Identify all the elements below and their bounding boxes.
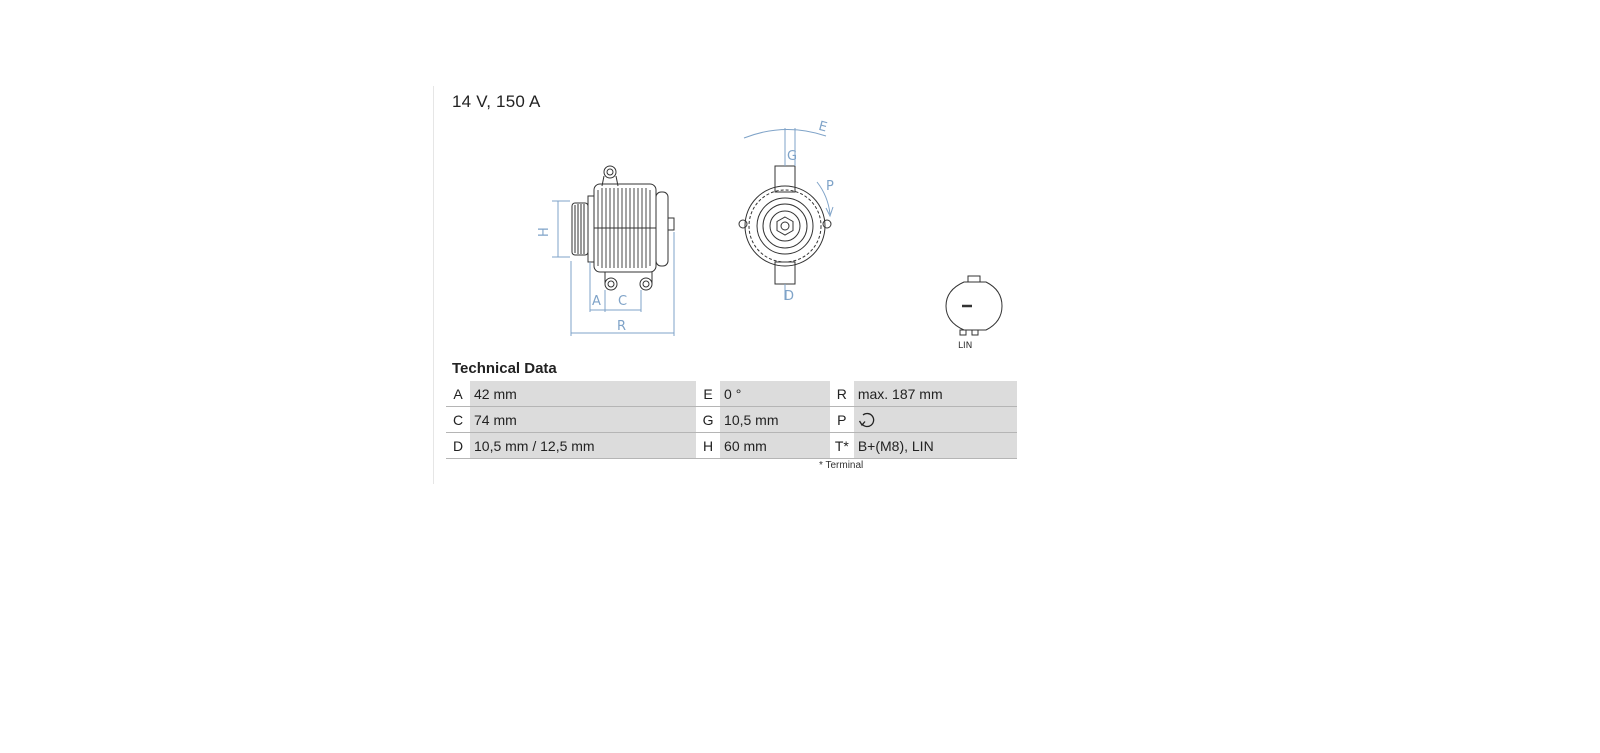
dimension-label-c: C [618,294,628,309]
spec-key: G [696,407,720,433]
spec-value: 0 ° [720,381,830,407]
alternator-front-view [739,166,831,284]
spec-value-rotation [854,407,1017,433]
table-row [446,407,1017,433]
spec-value: max. 187 mm [854,381,1017,407]
dimension-label-h: H [537,227,552,237]
spec-value: 10,5 mm [720,407,830,433]
spec-key: H [696,433,720,459]
spec-key: E [696,381,720,407]
dimension-label-a: A [592,294,601,309]
lin-connector-label: LIN [958,341,973,351]
rotation-arrow-icon [858,411,876,429]
product-spec-sheet [433,86,1026,484]
spec-title: 14 V, 150 A [452,92,541,111]
dimension-label-d: D [784,289,795,304]
dimension-label-g: G [787,149,798,164]
table-row [446,381,1017,407]
spec-value: 74 mm [470,407,696,433]
alternator-technical-drawing [434,86,1026,356]
spec-key: C [446,407,470,433]
spec-value: 10,5 mm / 12,5 mm [470,433,696,459]
technical-data-heading: Technical Data [452,360,557,377]
table-row [446,433,1017,459]
spec-key: P [830,407,854,433]
spec-key: T* [830,433,854,459]
spec-key: R [830,381,854,407]
dimension-label-e: E [816,118,829,136]
spec-value: B+(M8), LIN [854,433,1017,459]
alternator-side-view [572,166,674,290]
dimension-label-p: P [826,179,834,194]
spec-key: D [446,433,470,459]
terminal-footnote: * Terminal [819,460,864,471]
dimension-label-r: R [617,319,627,334]
spec-key: A [446,381,470,407]
technical-data-table [446,380,1017,459]
lin-connector-diagram [946,276,1002,335]
spec-value: 60 mm [720,433,830,459]
spec-value: 42 mm [470,381,696,407]
